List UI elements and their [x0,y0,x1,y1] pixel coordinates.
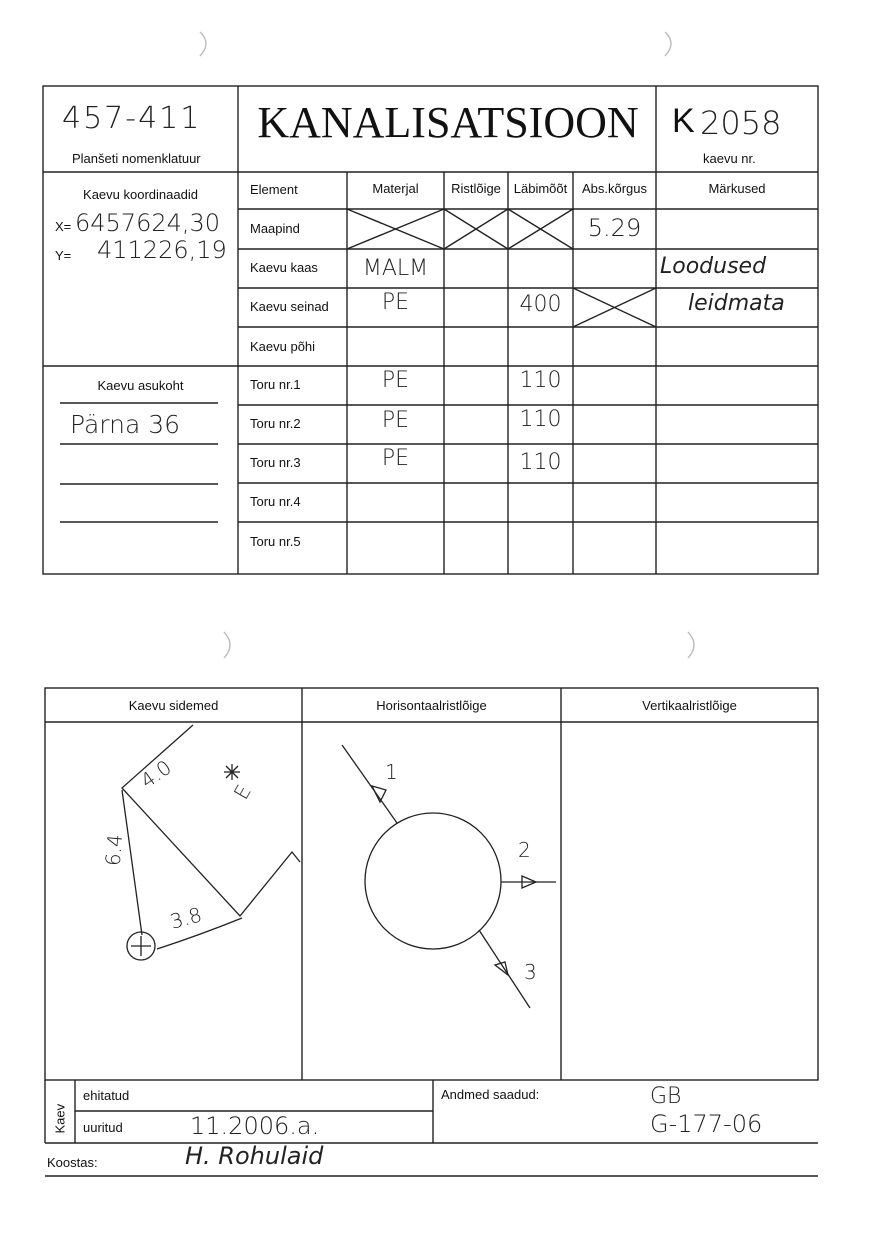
tie-marker: E [228,780,256,804]
row-element: Kaevu põhi [250,339,316,354]
coordinates-label: Kaevu koordinaadid [83,187,198,202]
row-element: Kaevu seinad [250,299,329,314]
pipe-label: 1 [385,760,398,784]
compiled-value: H. Rohulaid [185,1142,324,1170]
tie-distance: 3.8 [167,902,205,934]
compiled-label: Koostas: [47,1155,98,1170]
location-value: Pärna 36 [70,410,181,439]
built-label: ehitatud [83,1088,130,1103]
data-received-ref: G-177-06 [650,1110,763,1138]
tie-distance: 4.0 [135,755,176,793]
ties-title: Kaevu sidemed [128,698,219,713]
row-element: Kaevu kaas [250,260,318,275]
vertical-section-title: Vertikaalristlõige [642,698,737,713]
col-header-cross-section: Ristlõige [451,181,501,196]
diameter-value: 110 [519,407,562,432]
row-element: Toru nr.4 [250,494,301,509]
sheet-number: 457-411 [62,101,202,136]
x-value: 6457624,30 [75,209,221,237]
row-element: Maapind [250,221,300,236]
sheet-label: Planšeti nomenklatuur [72,151,201,166]
col-header-abs-height: Abs.kõrgus [581,181,648,196]
pipe-label: 2 [518,838,531,862]
y-value: 411226,19 [97,236,227,264]
material-value: PE [381,446,410,471]
row-element: Toru nr.1 [250,377,301,392]
pipe-label: 3 [524,960,537,984]
material-value: PE [381,290,410,315]
material-value: PE [381,368,410,393]
col-header-element: Element [250,182,298,197]
row-element: Toru nr.3 [250,455,301,470]
diameter-value: 400 [519,292,562,317]
well-label: kaevu nr. [703,151,756,166]
row-element: Toru nr.2 [250,416,301,431]
horizontal-section-title: Horisontaalristlõige [376,698,487,713]
surveyed-label: uuritud [83,1120,123,1135]
page-title: KANALISATSIOON [257,98,639,147]
row-element: Toru nr.5 [250,534,301,549]
ties-sketch [122,725,300,960]
tie-distance: 6.4 [100,833,128,867]
location-label: Kaevu asukoht [97,378,184,393]
col-header-notes: Märkused [708,181,766,196]
diameter-value: 110 [519,450,562,475]
data-received-label: Andmed saadud: [441,1087,540,1102]
data-received-value: GB [650,1084,682,1109]
abs-height-value: 5.29 [587,214,642,242]
notes-value: leidmata [688,291,785,316]
material-value: MALM [362,256,429,281]
diameter-value: 110 [519,368,562,393]
col-header-diameter: Läbimõõt [513,181,568,196]
well-number: 2058 [700,104,782,142]
material-value: PE [381,408,410,433]
well-prefix: K [672,102,695,140]
x-prefix: X= [55,219,72,234]
y-prefix: Y= [55,248,72,263]
col-header-material: Materjal [372,181,419,196]
kaev-label: Kaev [52,1103,68,1134]
surveyed-value: 11.2006.a. [190,1112,320,1140]
notes-value: Loodused [660,254,767,279]
